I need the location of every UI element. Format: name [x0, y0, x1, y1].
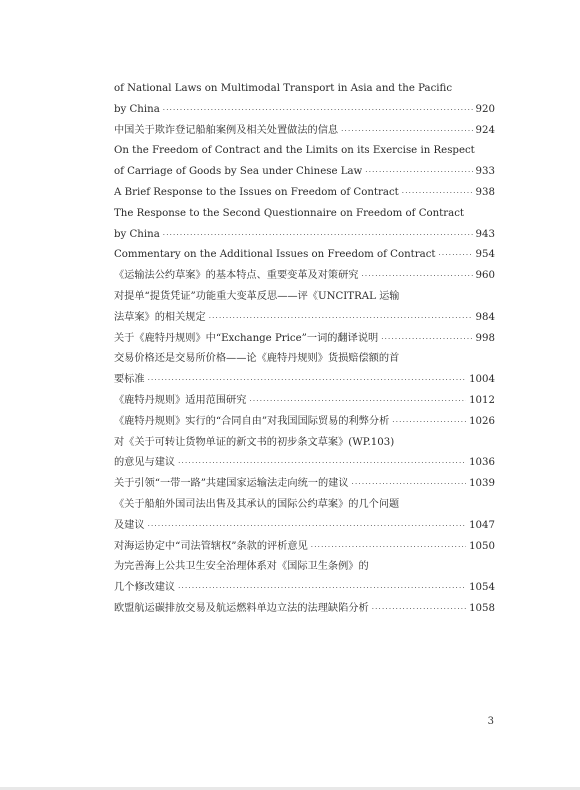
- toc-entry-page: 984: [475, 311, 495, 323]
- toc-entry-line: [114, 266, 495, 287]
- toc-entry-line: [114, 537, 495, 558]
- toc-entry-line: [114, 121, 495, 142]
- dot-leader: [352, 474, 467, 495]
- toc-entry-page: 1058: [469, 602, 495, 614]
- toc-entry-title: 《鹿特丹规则》适用范围研究: [114, 394, 247, 406]
- dot-leader: [178, 578, 466, 599]
- toc-entry-page: 960: [475, 270, 495, 282]
- toc-entry-line: [114, 204, 495, 225]
- dot-leader: [178, 453, 466, 474]
- toc-entry-title: by China: [114, 228, 160, 240]
- dot-leader: [163, 225, 473, 246]
- toc-entry-title: The Response to the Second Questionnaire on Freedom of Contract: [114, 207, 465, 219]
- toc-entry-page: 954: [475, 249, 495, 261]
- toc-entry-line: [114, 433, 495, 454]
- toc-entry-title: 中国关于欺诈登记船舶案例及相关处置做法的信息: [114, 124, 339, 136]
- toc-entry-title: 法草案》的相关规定: [114, 311, 206, 323]
- dot-leader: [365, 162, 472, 183]
- toc-entry-title: 《运输法公约草案》的基本特点、重要变革及对策研究: [114, 270, 359, 282]
- dot-leader: [392, 412, 466, 433]
- toc-entry-page: 1036: [469, 457, 495, 469]
- toc-entry-title: 关于《鹿特丹规则》中“Exchange Price”一词的翻译说明: [114, 332, 379, 344]
- toc-entry-line: [114, 495, 495, 516]
- toc-entry-line: [114, 516, 495, 537]
- toc-entry-line: [114, 370, 495, 391]
- dot-leader: [372, 599, 466, 620]
- toc-entry-title: On the Freedom of Contract and the Limits on its Exercise in Respect: [114, 145, 475, 157]
- dot-leader: [163, 100, 473, 121]
- dot-leader: [148, 516, 467, 537]
- table-of-contents: [114, 79, 495, 620]
- dot-leader: [209, 308, 473, 329]
- toc-entry-title: 对《关于可转让货物单证的新文书的初步条文草案》(WP.103): [114, 436, 395, 448]
- toc-entry-title: 及建议: [114, 519, 145, 531]
- toc-entry-title: A Brief Response to the Issues on Freedom of Contract: [114, 186, 399, 198]
- toc-entry-title: 为完善海上公共卫生安全治理体系对《国际卫生条例》的: [114, 561, 369, 573]
- toc-entry-line: [114, 141, 495, 162]
- toc-entry-line: [114, 162, 495, 183]
- toc-entry-page: 924: [475, 124, 495, 136]
- toc-entry-title: Commentary on the Additional Issues on Freedom of Contract: [114, 249, 436, 261]
- toc-entry-line: [114, 225, 495, 246]
- dot-leader: [249, 391, 466, 412]
- toc-entry-title: 对提单“提货凭证”功能重大变革反思——评《UNCITRAL 运输: [114, 290, 400, 302]
- toc-entry-line: [114, 183, 495, 204]
- toc-entry-title: 交易价格还是交易所价格——论《鹿特丹规则》货损赔偿额的首: [114, 353, 400, 365]
- toc-entry-page: 938: [475, 186, 495, 198]
- toc-entry-title: by China: [114, 103, 160, 115]
- dot-leader: [341, 121, 472, 142]
- toc-entry-line: [114, 391, 495, 412]
- toc-entry-line: [114, 453, 495, 474]
- toc-entry-page: 998: [475, 332, 495, 344]
- toc-entry-page: 1012: [469, 394, 495, 406]
- toc-entry-line: [114, 79, 495, 100]
- toc-entry-title: 欧盟航运碳排放交易及航运燃料单边立法的法理缺陷分析: [114, 602, 369, 614]
- toc-entry-line: [114, 557, 495, 578]
- toc-entry-title: 《鹿特丹规则》实行的“合同自由”对我国国际贸易的利弊分析: [114, 415, 390, 427]
- toc-entry-page: 943: [475, 228, 495, 240]
- toc-entry-page: 1004: [469, 374, 495, 386]
- toc-entry-line: [114, 578, 495, 599]
- page-number: 3: [487, 716, 494, 727]
- toc-entry-title: 几个修改建议: [114, 582, 176, 594]
- toc-entry-page: 1039: [469, 478, 495, 490]
- toc-entry-title: of National Laws on Multimodal Transport in Asia and the Pacific: [114, 83, 453, 94]
- dot-leader: [402, 183, 473, 204]
- dot-leader: [148, 370, 467, 391]
- toc-entry-line: [114, 349, 495, 370]
- toc-entry-page: 933: [475, 166, 495, 178]
- toc-entry-line: [114, 599, 495, 620]
- toc-entry-line: [114, 329, 495, 350]
- dot-leader: [311, 537, 466, 558]
- toc-entry-title: 关于引领“一带一路”共建国家运输法走向统一的建议: [114, 478, 349, 490]
- toc-entry-page: 1050: [469, 540, 495, 552]
- toc-entry-page: 1047: [469, 519, 495, 531]
- toc-entry-page: 1054: [469, 582, 495, 594]
- toc-entry-title: 要标准: [114, 374, 145, 386]
- toc-entry-title: 《关于船舶外国司法出售及其承认的国际公约草案》的几个问题: [114, 498, 400, 510]
- toc-entry-title: of Carriage of Goods by Sea under Chinese Law: [114, 166, 363, 178]
- toc-entry-line: [114, 245, 495, 266]
- toc-entry-title: 对海运协定中“司法管辖权”条款的评析意见: [114, 540, 308, 552]
- toc-entry-line: [114, 474, 495, 495]
- toc-entry-line: [114, 412, 495, 433]
- toc-entry-title: 的意见与建议: [114, 457, 176, 469]
- toc-entry-page: 920: [475, 103, 495, 115]
- toc-entry-line: [114, 287, 495, 308]
- dot-leader: [439, 245, 473, 266]
- toc-entry-line: [114, 308, 495, 329]
- toc-entry-page: 1026: [469, 415, 495, 427]
- dot-leader: [381, 329, 472, 350]
- toc-entry-line: [114, 100, 495, 121]
- dot-leader: [362, 266, 473, 287]
